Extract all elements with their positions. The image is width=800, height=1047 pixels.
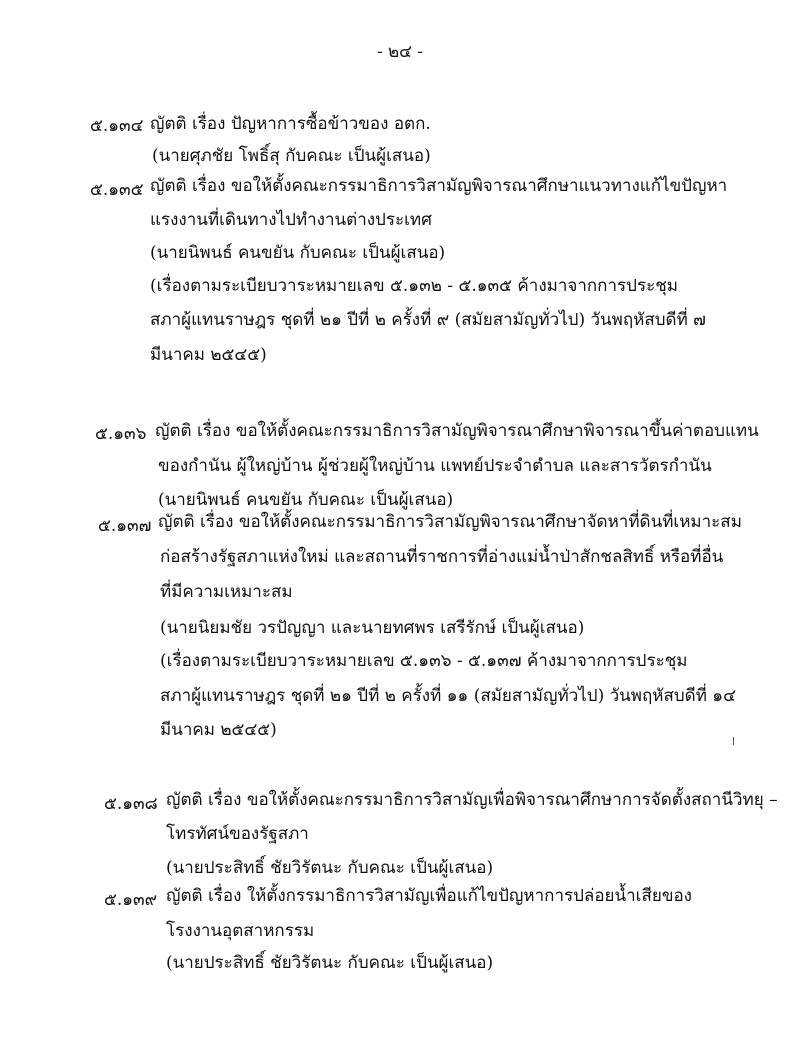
agenda-item-number: ๕.๑๓๙ [104, 890, 158, 910]
agenda-item-proposer: (นายนิพนธ์ คนขยัน กับคณะ เป็นผู้เสนอ) [150, 243, 446, 263]
scan-mark [733, 737, 734, 745]
agenda-item-note: สภาผู้แทนราษฎร ชุดที่ ๒๑ ปีที่ ๒ ครั้งที่ ๑๑ (สมัยสามัญทั่วไป) วันพฤหัสบดีที่ ๑๔ [160, 686, 736, 706]
agenda-item-note: สภาผู้แทนราษฎร ชุดที่ ๒๑ ปีที่ ๒ ครั้งที่ ๙ (สมัยสามัญทั่วไป) วันพฤหัสบดีที่ ๗ [150, 310, 706, 330]
agenda-item-note: มีนาคม ๒๕๔๕) [160, 720, 277, 740]
agenda-item-note: (เรื่องตามระเบียบวาระหมายเลข ๕.๑๓๒ - ๕.๑๓๕ ค้างมาจากการประชุม [150, 276, 678, 296]
agenda-item-title-continued: ก่อสร้างรัฐสภาแห่งใหม่ และสถานที่ราชการที่อ่างแม่น้ำป่าสักชลสิทธิ์ หรือที่อื่น [160, 547, 724, 567]
agenda-item-number: ๕.๑๓๔ [90, 116, 144, 136]
agenda-item-title: ญัตติ เรื่อง ขอให้ตั้งคณะกรรมาธิการวิสามัญพิจารณาศึกษาจัดหาที่ดินที่เหมาะสม [158, 512, 742, 532]
agenda-item-title: ญัตติ เรื่อง ขอให้ตั้งคณะกรรมาธิการวิสามัญพิจารณาศึกษาแนวทางแก้ไขปัญหา [150, 176, 728, 196]
agenda-item-number: ๕.๑๓๗ [98, 516, 152, 536]
agenda-item-title: ญัตติ เรื่อง ให้ตั้งกรรมาธิการวิสามัญเพื่อแก้ไขปัญหาการปล่อยน้ำเสียของ [166, 886, 692, 906]
agenda-item-proposer: (นายประสิทธิ์ ชัยวิรัตนะ กับคณะ เป็นผู้เสนอ) [166, 953, 494, 973]
agenda-item-number: ๕.๑๓๘ [104, 794, 158, 814]
agenda-item-title-continued: ของกำนัน ผู้ใหญ่บ้าน ผู้ช่วยผู้ใหญ่บ้าน แพทย์ประจำตำบล และสารวัตรกำนัน [158, 456, 712, 476]
agenda-item-title: ญัตติ เรื่อง ปัญหาการซื้อข้าวของ อตก. [150, 114, 431, 134]
agenda-item-number: ๕.๑๓๕ [90, 180, 144, 200]
agenda-item-title: ญัตติ เรื่อง ขอให้ตั้งคณะกรรมาธิการวิสามัญพิจารณาศึกษาพิจารณาขึ้นค่าตอบแทน [155, 421, 759, 441]
agenda-item-number: ๕.๑๓๖ [95, 424, 147, 444]
agenda-item-proposer: (นายศุภชัย โพธิ์สุ กับคณะ เป็นผู้เสนอ) [152, 146, 431, 166]
agenda-item-proposer: (นายนิยมชัย วรปัญญา และนายทศพร เสรีรักษ์ เป็นผู้เสนอ) [160, 618, 585, 638]
agenda-item-title-continued: โทรทัศน์ของรัฐสภา [166, 824, 309, 844]
agenda-item-proposer: (นายประสิทธิ์ ชัยวิรัตนะ กับคณะ เป็นผู้เสนอ) [166, 858, 494, 878]
agenda-item-title-continued: แรงงานที่เดินทางไปทำงานต่างประเทศ [150, 210, 432, 230]
agenda-item-title: ญัตติ เรื่อง ขอให้ตั้งคณะกรรมาธิการวิสามัญเพื่อพิจารณาศึกษาการจัดตั้งสถานีวิทยุ – [166, 790, 778, 810]
agenda-item-note: มีนาคม ๒๕๔๕) [150, 345, 267, 365]
agenda-item-title-continued: โรงงานอุตสาหกรรม [166, 921, 315, 941]
page-number: - ๒๔ - [376, 42, 424, 62]
agenda-item-note: (เรื่องตามระเบียบวาระหมายเลข ๕.๑๓๖ - ๕.๑๓๗ ค้างมาจากการประชุม [160, 651, 688, 671]
agenda-item-proposer: (นายนิพนธ์ คนขยัน กับคณะ เป็นผู้เสนอ) [158, 490, 454, 510]
agenda-item-title-continued: ที่มีความเหมาะสม [160, 582, 293, 602]
